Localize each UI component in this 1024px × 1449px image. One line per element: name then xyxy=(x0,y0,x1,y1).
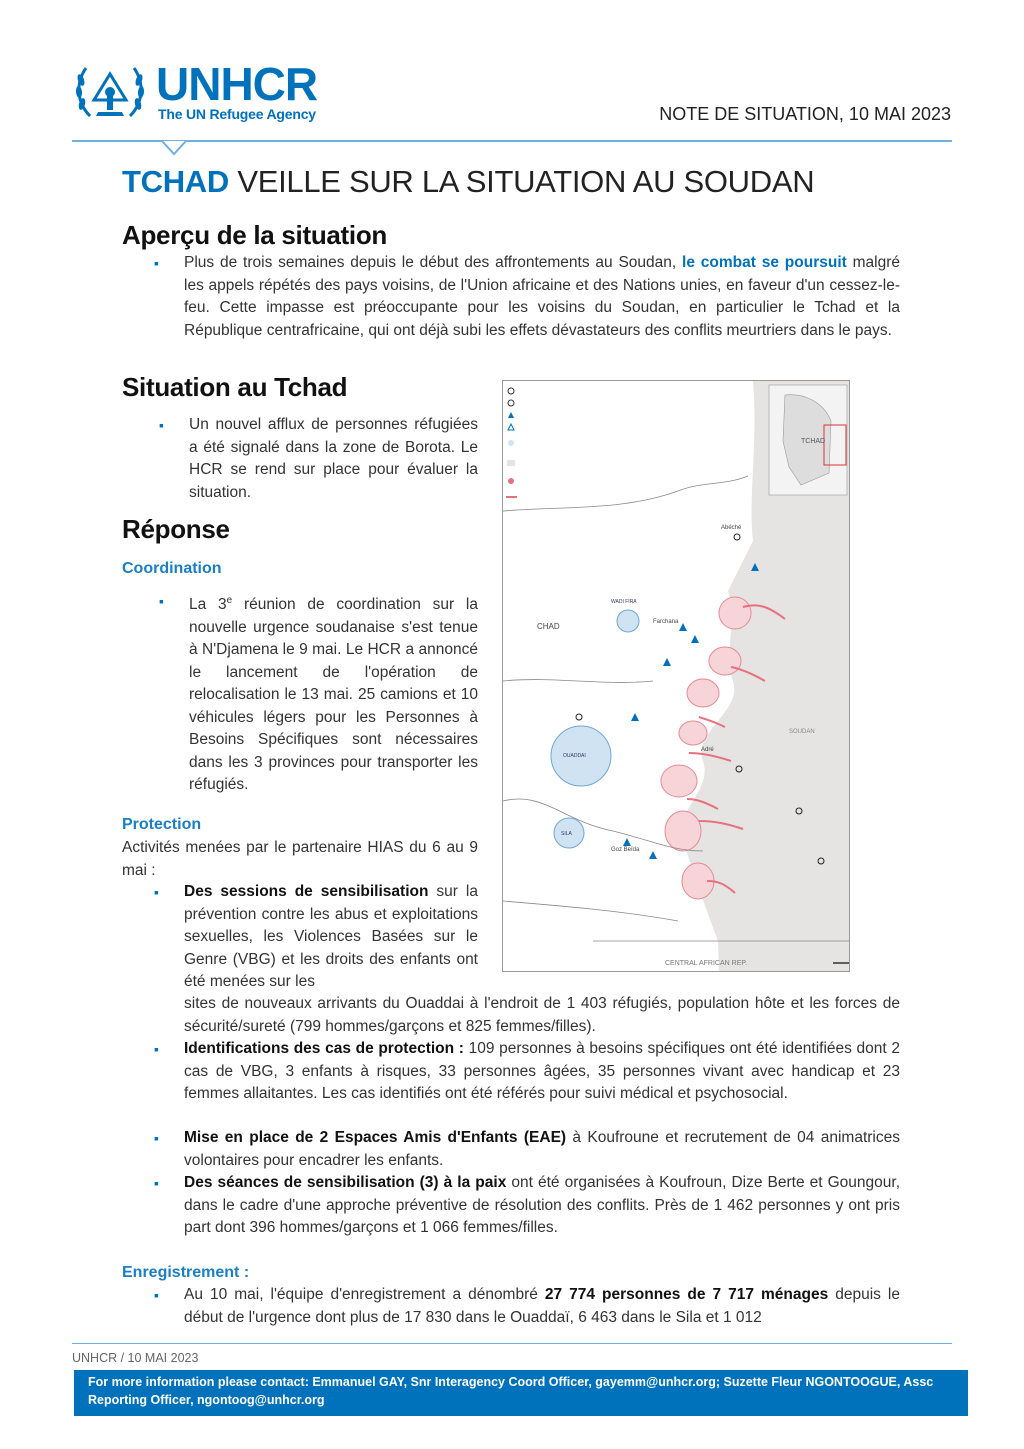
map-label-ouaddai: OUADDAI xyxy=(563,753,586,759)
enregistrement-bullet: ▪ Au 10 mai, l'équipe d'enregistrement a dénombré 27 774 personnes de 7 717 ménages depuis le début de l'urgence dont plus de 17 830 dans le Ouaddaï, 6 463 dans le Sila et 1 012 xyxy=(184,1284,900,1329)
footer-divider xyxy=(72,1343,952,1344)
logo-wordmark: UNHCR xyxy=(156,58,318,110)
map-label-farchana: Farchana xyxy=(653,619,679,625)
protection-bullet-3: ▪ Mise en place de 2 Espaces Amis d'Enfants (EAE) à Koufroune et recrutement de 04 animatrices volontaires pour encadrer les enfants. xyxy=(184,1127,900,1172)
protection-bullet-2: ▪ Identifications des cas de protection : 109 personnes à besoins spécifiques ont été identifiées dont 2 cas de VBG, 3 enfants à risques, 33 personnes âgées, 35 personnes vivant avec handicap et 23 femmes allaitantes. Les cas identifiés ont été référés pour suivi médical et psychosocial. xyxy=(184,1038,900,1106)
protection-bullet-4: ▪ Des séances de sensibilisation (3) à la paix ont été organisées à Koufroun, Dize Berte et Goungour, dans le cadre d'une approche préventive de résolution des conflits. Près de 1 462 personnes y ont pris part dont 396 hommes/garçons et 1 066 femmes/filles. xyxy=(184,1172,900,1240)
map-label-abeche: Abéché xyxy=(721,525,742,531)
contact-box: For more information please contact: Emmanuel GAY, Snr Interagency Coord Officer, gayemm@unhcr.org; Suzette Fleur NGONTOOGUE, Assc Reporting Officer, ngontoog@unhcr.org xyxy=(74,1370,968,1416)
page-title: TCHAD VEILLE SUR LA SITUATION AU SOUDAN xyxy=(122,164,815,199)
map-label-wadi-fira: WADI FIRA xyxy=(611,599,637,605)
coordination-bullet: ▪ La 3e réunion de coordination sur la nouvelle urgence soudanaise s'est tenue à N'Djamena le 9 mai. Le HCR a annoncé le lancement de l'opération de relocalisation le 13 mai. 25 camions et 10 véhicules légers pour les Personnes à Besoins Spécifiques sont nécessaires dans les 3 provinces pour transporter les réfugiés. xyxy=(189,590,478,797)
map-label-sudan: SOUDAN xyxy=(789,729,815,735)
subheading-protection: Protection xyxy=(122,816,202,833)
header-divider xyxy=(72,140,952,142)
apercu-bullet: ▪ Plus de trois semaines depuis le début des affrontements au Soudan, le combat se poursuit malgré les appels répétés des pays voisins, de l'Union africaine et des Nations unies, en faveur d'un cessez-le-feu. Cette impasse est préoccupante pour les voisins du Soudan, en particulier le Tchad et la République centrafricaine, qui ont déjà subi les effets dévastateurs des conflits meurtriers dans le pays. xyxy=(184,252,900,342)
section-heading-reponse: Réponse xyxy=(122,514,230,544)
protection-bullet-1-continued: sites de nouveaux arrivants du Ouaddai à l'endroit de 1 403 réfugiés, population hôte et les forces de sécurité/sureté (799 hommes/garçons et 825 femmes/filles). xyxy=(184,995,900,1035)
section-heading-tchad: Situation au Tchad xyxy=(122,372,348,402)
combat-link[interactable]: le combat se poursuit xyxy=(682,254,847,271)
map-label-goz-beida: Goz Beïda xyxy=(611,847,640,853)
subheading-enregistrement: Enregistrement : xyxy=(122,1264,250,1281)
unhcr-logo xyxy=(72,58,352,128)
map-label-chad: CHAD xyxy=(537,622,560,631)
map-label-sila: SILA xyxy=(561,831,572,837)
subheading-coordination: Coordination xyxy=(122,560,222,577)
section-heading-apercu: Aperçu de la situation xyxy=(122,220,388,250)
logo-tagline: The UN Refugee Agency xyxy=(158,106,316,122)
footer-date: UNHCR / 10 MAI 2023 xyxy=(72,1351,199,1365)
protection-intro: Activités menées par le partenaire HIAS du 6 au 9 mai : xyxy=(122,839,478,879)
situation-map xyxy=(502,380,850,972)
laurel-emblem-icon xyxy=(72,60,148,124)
header-notch-icon xyxy=(162,140,186,156)
map-label-car: CENTRAL AFRICAN REP. xyxy=(665,960,748,967)
map-graphic xyxy=(503,381,850,972)
protection-bullet-1: ▪ Des sessions de sensibilisation sur la prévention contre les abus et exploitations sexuelles, les Violences Basées sur le Genre (VBG) et les droits des enfants ont été menées sur les xyxy=(184,881,478,994)
inset-label-tchad: TCHAD xyxy=(801,438,826,445)
map-label-adre: Adré xyxy=(701,747,714,753)
tchad-bullet: ▪ Un nouvel afflux de personnes réfugiées a été signalé dans la zone de Borota. Le HCR se rend sur place pour évaluer la situation. xyxy=(189,414,478,504)
document-type-date: NOTE DE SITUATION, 10 MAI 2023 xyxy=(659,104,951,124)
